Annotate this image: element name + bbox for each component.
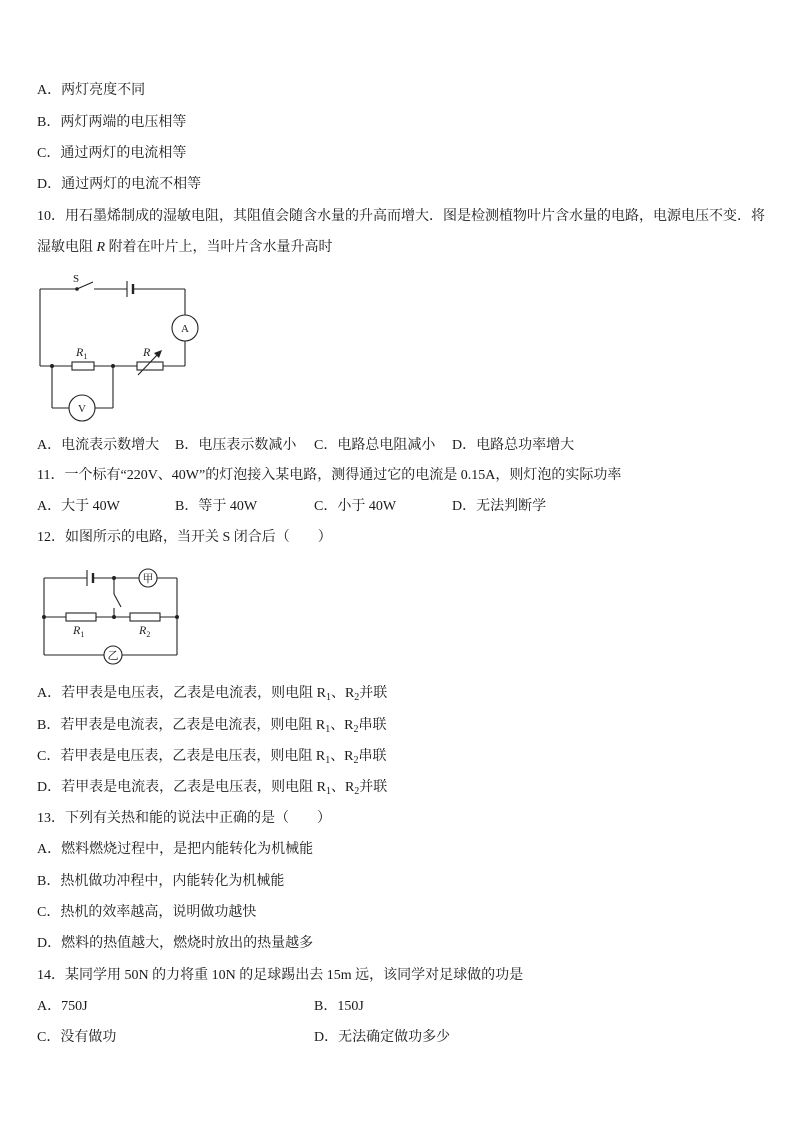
q10-ammeter-label: A	[181, 323, 189, 335]
q11-option-a: A．大于 40W	[37, 499, 120, 514]
q12-b-suffix: 串联	[358, 718, 387, 733]
q9-option-a: A．两灯亮度不同	[37, 83, 146, 98]
q10-resistor-r1-label	[75, 345, 87, 361]
q12-option-c	[37, 748, 387, 766]
q12-r2-subscript: 2	[146, 630, 151, 639]
q12-resistor-r2	[130, 613, 160, 621]
q10-switch-blade	[77, 282, 93, 289]
q10-stem-suffix: 附着在叶片上，当叶片含水量升高时	[105, 240, 333, 255]
q12-a-prefix: A．若甲表是电压表，乙表是电流表，则电阻 R	[37, 686, 326, 701]
q12-b-prefix: B．若甲表是电流表，乙表是电流表，则电阻 R	[37, 718, 326, 733]
q9-option-d: D．通过两灯的电流不相等	[37, 177, 202, 192]
q10-r1-subscript: 1	[83, 352, 88, 361]
q12-meter-yi-label: 乙	[107, 650, 119, 662]
q10-sensor-label: R	[143, 345, 151, 359]
q10-stem-prefix: 湿敏电阻	[37, 240, 97, 255]
q12-circuit-diagram	[35, 565, 190, 670]
q12-option-d	[37, 779, 387, 797]
q12-option-a	[37, 685, 387, 703]
q12-c-sub1: 1	[325, 755, 331, 766]
q10-option-b: B．电压表示数减小	[175, 438, 297, 453]
q12-r1-symbol: R	[73, 623, 81, 637]
q12-b-mid: 、R	[330, 718, 354, 733]
q14-stem: 14．某同学用 50N 的力将重 10N 的足球踢出去 15m 远，该同学对足球做的功是	[37, 968, 524, 983]
q12-meter-jia-label: 甲	[142, 573, 154, 585]
q14-option-d: D．无法确定做功多少	[314, 1030, 451, 1045]
q11-option-d: D．无法判断学	[452, 499, 547, 514]
q9-option-c: C．通过两灯的电流相等	[37, 146, 187, 161]
q9-option-b: B．两灯两端的电压相等	[37, 115, 187, 130]
q12-a-sub2: 2	[354, 692, 360, 703]
q10-option-d: D．电路总功率增大	[452, 438, 575, 453]
q12-c-prefix: C．若甲表是电压表，乙表是电压表，则电阻 R	[37, 749, 326, 764]
q10-stem-variable: R	[96, 240, 106, 255]
q10-circuit-diagram	[30, 265, 210, 425]
q14-option-a: A．750J	[37, 999, 88, 1014]
q12-r1-label	[72, 623, 84, 639]
q13-option-d: D．燃料的热值越大，燃烧时放出的热量越多	[37, 936, 314, 951]
q10-voltmeter-label: V	[78, 403, 86, 415]
q10-stem-line1: 10．用石墨烯制成的湿敏电阻，其阻值会随含水量的升高而增大．图是检测植物叶片含水量的电路，电源电压不变．将	[37, 209, 765, 224]
q13-stem: 13．下列有关热和能的说法中正确的是（ ）	[37, 811, 331, 826]
q11-option-c: C．小于 40W	[314, 499, 397, 514]
q12-c-sub2: 2	[353, 755, 359, 766]
q11-stem: 11．一个标有“220V、40W”的灯泡接入某电路，测得通过它的电流是 0.15A，则灯泡的实际功率	[37, 468, 622, 483]
q14-option-c: C．没有做功	[37, 1030, 117, 1045]
q12-d-sub2: 2	[354, 786, 360, 797]
q11-option-b: B．等于 40W	[175, 499, 258, 514]
q12-d-mid: 、R	[330, 780, 355, 795]
q10-option-a: A．电流表示数增大	[37, 438, 160, 453]
q10-resistor-r1	[72, 362, 94, 370]
q13-option-c: C．热机的效率越高，说明做功越快	[37, 905, 257, 920]
q12-switch-blade	[114, 594, 121, 607]
q13-option-a: A．燃料燃烧过程中，是把内能转化为机械能	[37, 842, 314, 857]
q12-b-sub1: 1	[325, 724, 331, 735]
q12-d-prefix: D．若甲表是电流表，乙表是电压表，则电阻 R	[37, 780, 326, 795]
q12-node-right	[175, 615, 179, 619]
q12-node-mid	[112, 615, 116, 619]
q12-b-sub2: 2	[353, 724, 359, 735]
q12-a-sub1: 1	[325, 692, 331, 703]
q10-r1-symbol: R	[76, 345, 84, 359]
q12-r2-label	[138, 623, 150, 639]
q12-a-mid: 、R	[330, 686, 355, 701]
q12-c-suffix: 串联	[358, 749, 387, 764]
q14-option-b: B．150J	[314, 999, 364, 1014]
q10-option-c: C．电路总电阻减小	[314, 438, 436, 453]
q12-d-sub1: 1	[325, 786, 331, 797]
q10-switch-label: S	[73, 273, 80, 285]
q12-stem: 12．如图所示的电路，当开关 S 闭合后（ ）	[37, 530, 332, 545]
q13-option-b: B．热机做功冲程中，内能转化为机械能	[37, 874, 285, 889]
q12-resistor-r1	[66, 613, 96, 621]
q12-option-b	[37, 717, 387, 735]
q12-node-left	[42, 615, 46, 619]
q12-a-suffix: 并联	[359, 686, 388, 701]
q12-c-mid: 、R	[330, 749, 354, 764]
q12-r2-symbol: R	[139, 623, 147, 637]
q10-stem-line2	[37, 239, 333, 257]
q12-r1-subscript: 1	[80, 630, 85, 639]
q12-d-suffix: 并联	[359, 780, 388, 795]
